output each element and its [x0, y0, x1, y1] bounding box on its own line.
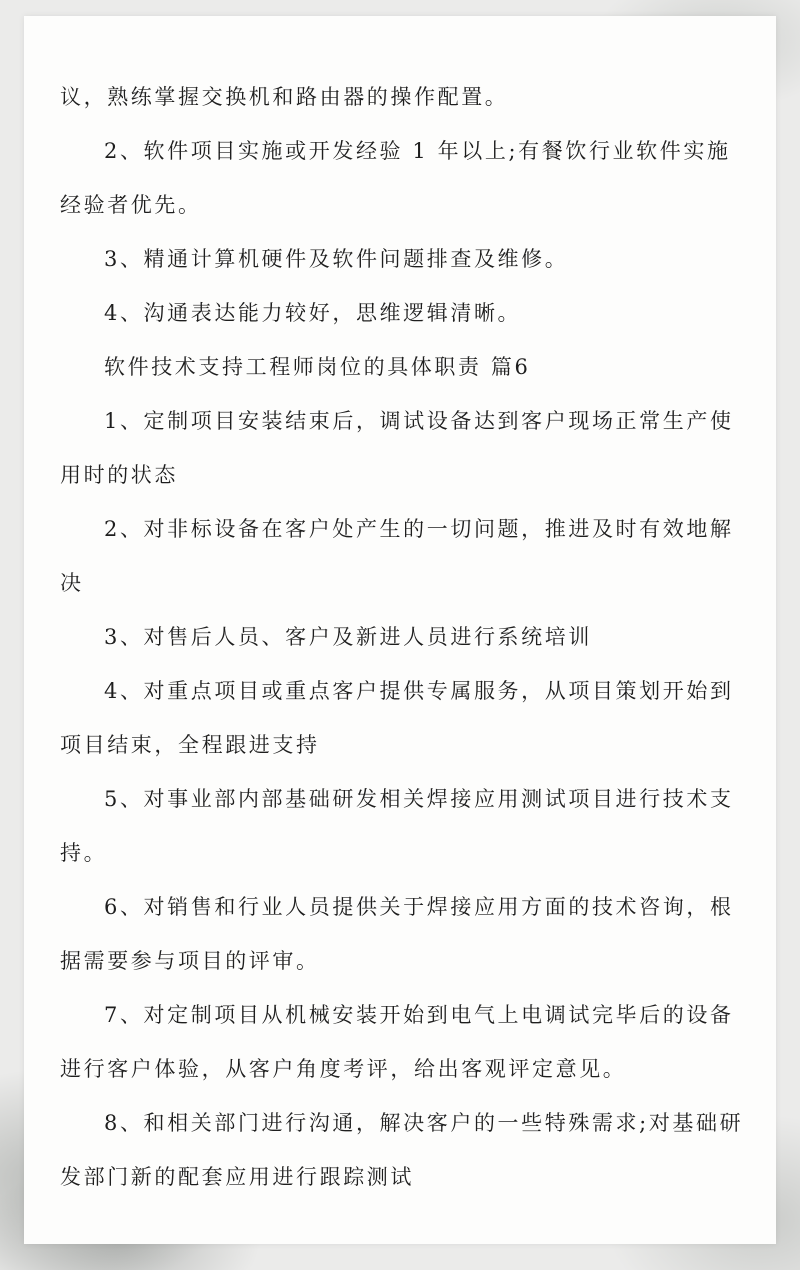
document-body: [60, 70, 750, 1204]
duty-item-3: 3、对售后人员、客户及新进人员进行系统培训: [104, 625, 592, 649]
duty-item-6: 6、对销售和行业人员提供关于焊接应用方面的技术咨询，根据需要参与项目的评审。: [60, 895, 734, 973]
duty-item-4: 4、对重点项目或重点客户提供专属服务，从项目策划开始到项目结束，全程跟进支持: [60, 679, 734, 757]
paragraph-continuation: 议，熟练掌握交换机和路由器的操作配置。: [60, 85, 509, 109]
section-heading: 软件技术支持工程师岗位的具体职责 篇6: [104, 355, 531, 379]
requirement-item-4: 4、沟通表达能力较好，思维逻辑清晰。: [104, 301, 522, 325]
duty-item-5: 5、对事业部内部基础研发相关焊接应用测试项目进行技术支持。: [60, 787, 734, 865]
duty-item-1: 1、定制项目安装结束后，调试设备达到客户现场正常生产使用时的状态: [60, 409, 734, 487]
requirement-item-3: 3、精通计算机硬件及软件问题排查及维修。: [104, 247, 569, 271]
requirement-item-2: 2、软件项目实施或开发经验 1 年以上;有餐饮行业软件实施经验者优先。: [60, 139, 731, 217]
duty-item-8: 8、和相关部门进行沟通，解决客户的一些特殊需求;对基础研发部门新的配套应用进行跟踪测试: [60, 1111, 744, 1189]
duty-item-7: 7、对定制项目从机械安装开始到电气上电调试完毕后的设备进行客户体验，从客户角度考评，给出客观评定意见。: [60, 1003, 734, 1081]
duty-item-2: 2、对非标设备在客户处产生的一切问题，推进及时有效地解决: [60, 517, 734, 595]
